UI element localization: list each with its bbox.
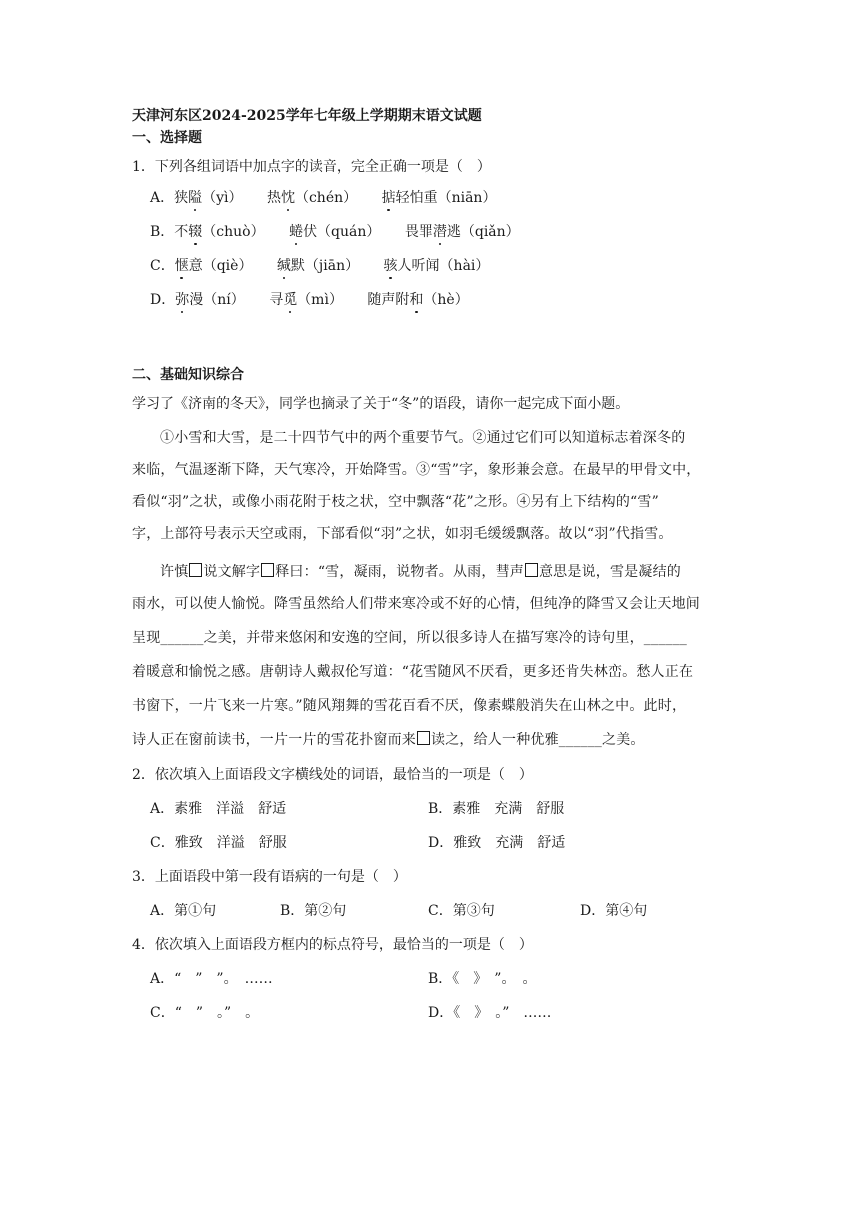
q2-option-c[interactable]: C．雅致 洋溢 舒服 bbox=[150, 835, 287, 851]
dotted-char: 辍 bbox=[188, 224, 203, 240]
q2-option-b[interactable]: B．素雅 充满 舒服 bbox=[428, 801, 565, 817]
question-2-stem: 2．依次填入上面语段文字横线处的词语，最恰当的一项是（ ） bbox=[132, 767, 533, 783]
question-1-stem: 1．下列各组词语中加点字的读音，完全正确一项是（ ） bbox=[132, 159, 491, 175]
dotted-char: 潜 bbox=[432, 224, 447, 240]
passage-line: 雨水，可以使人愉悦。降雪虽然给人们带来寒冷或不好的心情，但纯净的降雪又会让天地间 bbox=[132, 596, 700, 612]
q2-option-d[interactable]: D．雅致 充满 舒适 bbox=[428, 835, 566, 851]
passage-line: 书窗下，一片飞来一片寒。”随风翔舞的雪花百看不厌，像素蝶般消失在山林之中。此时， bbox=[132, 698, 687, 714]
q1-option-a[interactable]: A．狭隘（yì） 热忱（chén） 掂轻怕重（niān） bbox=[150, 190, 497, 206]
passage-line: 呈现______之美，并带来悠闲和安逸的空间，所以很多诗人在描写寒冷的诗句里，______ bbox=[132, 630, 687, 646]
section-heading-choice: 一、选择题 bbox=[132, 130, 202, 146]
dotted-char: 忱 bbox=[280, 190, 295, 206]
option-letter: C． bbox=[150, 258, 175, 274]
page-title: 天津河东区2024-2025学年七年级上学期期末语文试题 bbox=[132, 108, 482, 124]
section-heading-knowledge: 二、基础知识综合 bbox=[132, 367, 244, 383]
passage-line: ①小雪和大雪，是二十四节气中的两个重要节气。②通过它们可以知道标志着深冬的 bbox=[160, 430, 686, 446]
q4-option-a[interactable]: A．“ ” ”。 …… bbox=[150, 971, 273, 987]
passage-intro: 学习了《济南的冬天》，同学也摘录了关于“冬”的语段，请你一起完成下面小题。 bbox=[132, 396, 630, 412]
punctuation-blank-box bbox=[261, 563, 274, 577]
q1-option-c[interactable]: C．惬意（qiè） 缄默（jiān） 骇人听闻（hài） bbox=[150, 258, 490, 274]
q2-option-a[interactable]: A．素雅 洋溢 舒适 bbox=[150, 801, 287, 817]
dotted-char: 掂 bbox=[381, 190, 396, 206]
option-letter: B． bbox=[150, 224, 175, 240]
dotted-char: 蜷 bbox=[289, 224, 304, 240]
punctuation-blank-box bbox=[525, 563, 538, 577]
passage-line: 看似“羽”之状，或像小雨花附于枝之状，空中飘落“花”之形。④另有上下结构的“雪” bbox=[132, 494, 659, 510]
dotted-char: 和 bbox=[409, 292, 424, 308]
dotted-char: 缄 bbox=[276, 258, 291, 274]
option-letter: D． bbox=[150, 292, 176, 308]
dotted-char: 觅 bbox=[283, 292, 298, 308]
dotted-char: 隘 bbox=[188, 190, 203, 206]
q4-option-d[interactable]: D．《 》 。” …… bbox=[428, 1005, 552, 1021]
question-3-stem: 3．上面语段中第一段有语病的一句是（ ） bbox=[132, 869, 407, 885]
q3-option-d[interactable]: D．第④句 bbox=[580, 903, 648, 919]
passage-line: 诗人正在窗前读书，一片一片的雪花扑窗而来 读之，给人一种优雅______之美。 bbox=[132, 732, 645, 748]
passage-line: 字，上部符号表示天空或雨，下部看似“羽”之状，如羽毛缓缓飘落。故以“羽”代指雪。 bbox=[132, 526, 673, 542]
q3-option-a[interactable]: A．第①句 bbox=[150, 903, 217, 919]
dotted-char: 弥 bbox=[175, 292, 190, 308]
dotted-char: 骇 bbox=[383, 258, 398, 274]
passage-line: 许慎 说文解字 释曰：“雪，凝雨，说物者。从雨，彗声 意思是说，雪是凝结的 bbox=[160, 564, 681, 580]
q1-option-b[interactable]: B．不辍（chuò） 蜷伏（quán） 畏罪潜逃（qiǎn） bbox=[150, 224, 520, 240]
passage-line: 着暖意和愉悦之感。唐朝诗人戴叔伦写道：“花雪随风不厌看，更多还肯失林峦。愁人正在 bbox=[132, 664, 694, 680]
question-4-stem: 4．依次填入上面语段方框内的标点符号，最恰当的一项是（ ） bbox=[132, 937, 533, 953]
q3-option-b[interactable]: B．第②句 bbox=[280, 903, 347, 919]
dotted-char: 惬 bbox=[174, 258, 189, 274]
option-letter: A． bbox=[150, 190, 175, 206]
punctuation-blank-box bbox=[189, 563, 202, 577]
q4-option-c[interactable]: C．“ ” 。” 。 bbox=[150, 1005, 260, 1021]
q4-option-b[interactable]: B．《 》 ”。 。 bbox=[428, 971, 537, 987]
punctuation-blank-box bbox=[417, 731, 430, 745]
q3-option-c[interactable]: C．第③句 bbox=[428, 903, 495, 919]
q1-option-d[interactable]: D．弥漫（ní） 寻觅（mì） 随声附和（hè） bbox=[150, 292, 469, 308]
passage-line: 来临，气温逐渐下降，天气寒冷，开始降雪。③“雪”字，象形兼会意。在最早的甲骨文中， bbox=[132, 462, 701, 478]
